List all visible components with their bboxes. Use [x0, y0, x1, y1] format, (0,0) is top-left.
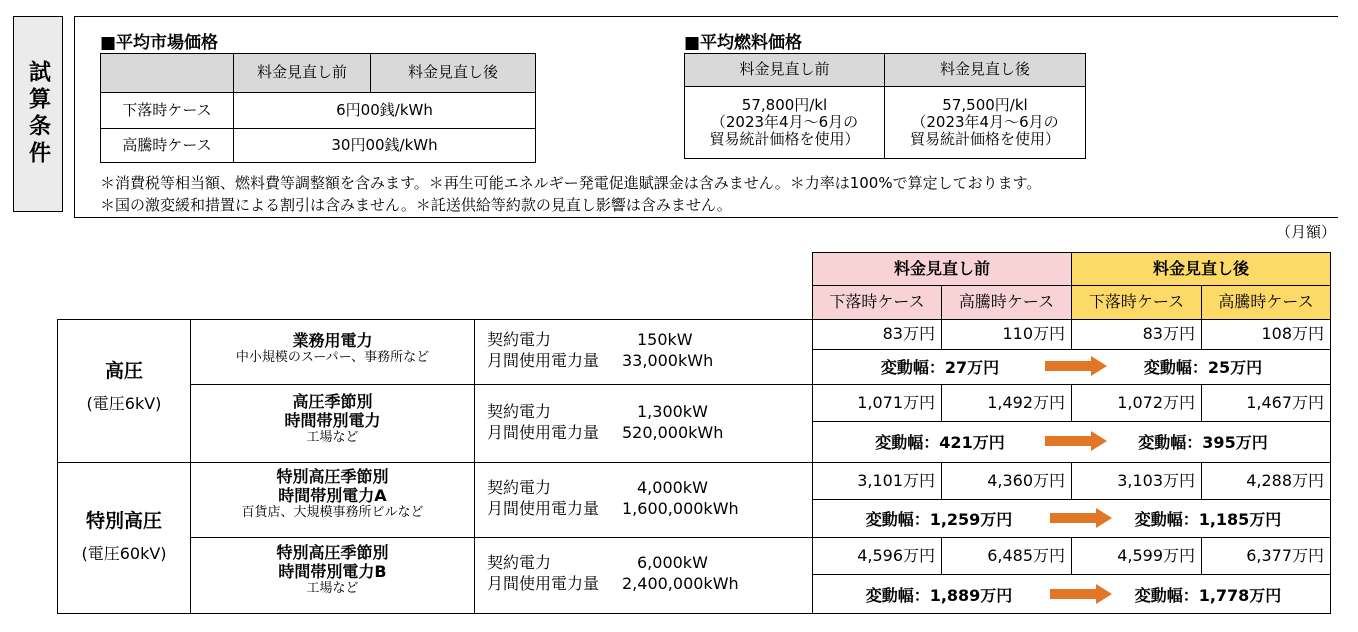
value-after-fall: 4,599万円	[1071, 537, 1202, 575]
value-after-rise: 6,377万円	[1201, 537, 1331, 575]
value-after-rise: 1,467万円	[1201, 384, 1331, 422]
value-before-rise: 6,485万円	[941, 537, 1072, 575]
plan-subtitle: 中小規模のスーパー、事務所など	[235, 350, 430, 366]
fuel-price-table	[684, 53, 1086, 159]
market-price-title: ■平均市場価格	[100, 33, 219, 53]
plan-title: 時間帯別電力A	[278, 486, 387, 506]
value-after-rise: 108万円	[1201, 319, 1331, 350]
market-row-value: 30円00銭/kWh	[234, 129, 536, 163]
category-voltage: (電圧6kV)	[86, 393, 162, 413]
usage-label: 月間使用電力量	[487, 573, 600, 593]
fuel-col-after: 料金見直し後	[885, 54, 1086, 87]
value-before-rise: 110万円	[941, 319, 1072, 350]
value-before-fall: 1,071万円	[812, 384, 942, 422]
header-before: 料金見直し前	[812, 252, 1072, 286]
plan-title-block	[191, 392, 474, 447]
value-after-rise: 4,288万円	[1201, 462, 1331, 500]
range-before: 変動幅：421万円	[875, 432, 1005, 452]
fuel-before-price: 57,800円/kl	[741, 95, 828, 114]
header-before-rise: 高騰時ケース	[941, 285, 1072, 320]
usage-value: 520,000kWh	[622, 422, 724, 442]
fuel-after-period: （2023年4月～6月の	[911, 112, 1059, 131]
plan-title-block	[191, 467, 474, 522]
plan-title: 時間帯別電力	[284, 411, 381, 431]
header-after: 料金見直し後	[1071, 252, 1331, 286]
range-before: 変動幅：27万円	[880, 357, 1000, 377]
category-name: 特別高圧	[85, 510, 162, 532]
value-after-fall: 3,103万円	[1071, 462, 1202, 500]
contract-label: 契約電力	[487, 553, 552, 572]
range-after: 変動幅：395万円	[1138, 432, 1268, 452]
note-line: ＊国の激変緩和措置による割引は含みません。＊託送供給等約款の見直し影響は含みません。	[100, 196, 732, 214]
range-before: 変動幅：1,259万円	[865, 509, 1013, 529]
conditions-label-text: 試算条件	[25, 60, 51, 168]
note-line: ＊消費税等相当額、燃料費等調整額を含みます。＊再生可能エネルギー発電促進賦課金は含みません。＊力率は100%で算定しております。	[100, 174, 1042, 192]
plan-subtitle: 百貨店、大規模事務所ビルなど	[241, 505, 424, 521]
plan-title-block	[191, 331, 474, 367]
fuel-before-period: （2023年4月～6月の	[710, 112, 859, 131]
category-high-voltage	[58, 360, 190, 414]
divider	[190, 537, 813, 538]
arrow-right-icon	[1045, 431, 1107, 451]
market-price-table	[100, 53, 536, 163]
value-after-fall: 1,072万円	[1071, 384, 1202, 422]
market-col-before: 料金見直し前	[234, 54, 371, 93]
divider	[190, 384, 813, 385]
fuel-col-before: 料金見直し前	[685, 54, 885, 87]
plan-title: 特別高圧季節別	[276, 543, 389, 562]
conditions-label	[13, 16, 63, 212]
usage-value: 2,400,000kWh	[622, 573, 739, 593]
fuel-price-title: ■平均燃料価格	[684, 33, 803, 53]
contract-value: 6,000kW	[637, 553, 708, 572]
arrow-right-icon	[1050, 584, 1112, 604]
market-row-label: 下落時ケース	[101, 93, 234, 129]
header-before-fall: 下落時ケース	[812, 285, 942, 320]
value-before-fall: 4,596万円	[812, 537, 942, 575]
plan-spec	[487, 478, 739, 520]
header-after-fall: 下落時ケース	[1071, 285, 1202, 320]
range-after: 変動幅：25万円	[1143, 357, 1263, 377]
divider	[474, 319, 475, 614]
category-name: 高圧	[104, 360, 143, 382]
market-price-corner	[101, 54, 234, 93]
plan-title-block	[191, 543, 474, 598]
usage-label: 月間使用電力量	[487, 498, 600, 518]
usage-value: 33,000kWh	[622, 350, 714, 370]
header-after-rise: 高騰時ケース	[1201, 285, 1331, 320]
contract-value: 150kW	[637, 330, 693, 349]
range-after: 変動幅：1,185万円	[1134, 509, 1282, 529]
market-col-after: 料金見直し後	[371, 54, 536, 93]
plan-spec	[487, 330, 713, 372]
fuel-before-source: 貿易統計価格を使用）	[709, 130, 860, 149]
range-after: 変動幅：1,778万円	[1134, 585, 1282, 605]
value-before-fall: 3,101万円	[812, 462, 942, 500]
arrow-right-icon	[1045, 356, 1107, 376]
fuel-after-source: 貿易統計価格を使用）	[909, 130, 1060, 149]
contract-label: 契約電力	[487, 330, 552, 349]
market-row-value: 6円00銭/kWh	[234, 93, 536, 129]
plan-title: 特別高圧季節別	[276, 467, 389, 486]
plan-title: 時間帯別電力B	[278, 562, 387, 582]
value-before-fall: 83万円	[812, 319, 942, 350]
usage-value: 1,600,000kWh	[622, 498, 739, 518]
plan-title: 高圧季節別	[292, 392, 373, 411]
usage-label: 月間使用電力量	[487, 422, 600, 442]
plan-subtitle: 工場など	[306, 430, 359, 446]
range-before: 変動幅：1,889万円	[865, 585, 1013, 605]
usage-label: 月間使用電力量	[487, 350, 600, 370]
plan-title: 業務用電力	[292, 331, 373, 350]
monthly-note: （月額）	[1275, 223, 1336, 241]
category-voltage: (電圧60kV)	[81, 543, 167, 563]
plan-subtitle: 工場など	[306, 581, 359, 597]
market-row-label: 高騰時ケース	[101, 129, 234, 163]
fuel-after-cell	[885, 87, 1086, 159]
value-before-rise: 4,360万円	[941, 462, 1072, 500]
divider	[57, 462, 813, 463]
value-after-fall: 83万円	[1071, 319, 1202, 350]
fuel-after-price: 57,500円/kl	[942, 95, 1028, 114]
contract-label: 契約電力	[487, 478, 552, 497]
value-before-rise: 1,492万円	[941, 384, 1072, 422]
plan-spec	[487, 553, 739, 595]
plan-spec	[487, 402, 723, 444]
contract-value: 4,000kW	[637, 478, 708, 497]
fuel-before-cell	[685, 87, 885, 159]
contract-label: 契約電力	[487, 402, 552, 421]
contract-value: 1,300kW	[637, 402, 708, 421]
category-extra-high-voltage	[58, 510, 190, 564]
arrow-right-icon	[1050, 508, 1112, 528]
